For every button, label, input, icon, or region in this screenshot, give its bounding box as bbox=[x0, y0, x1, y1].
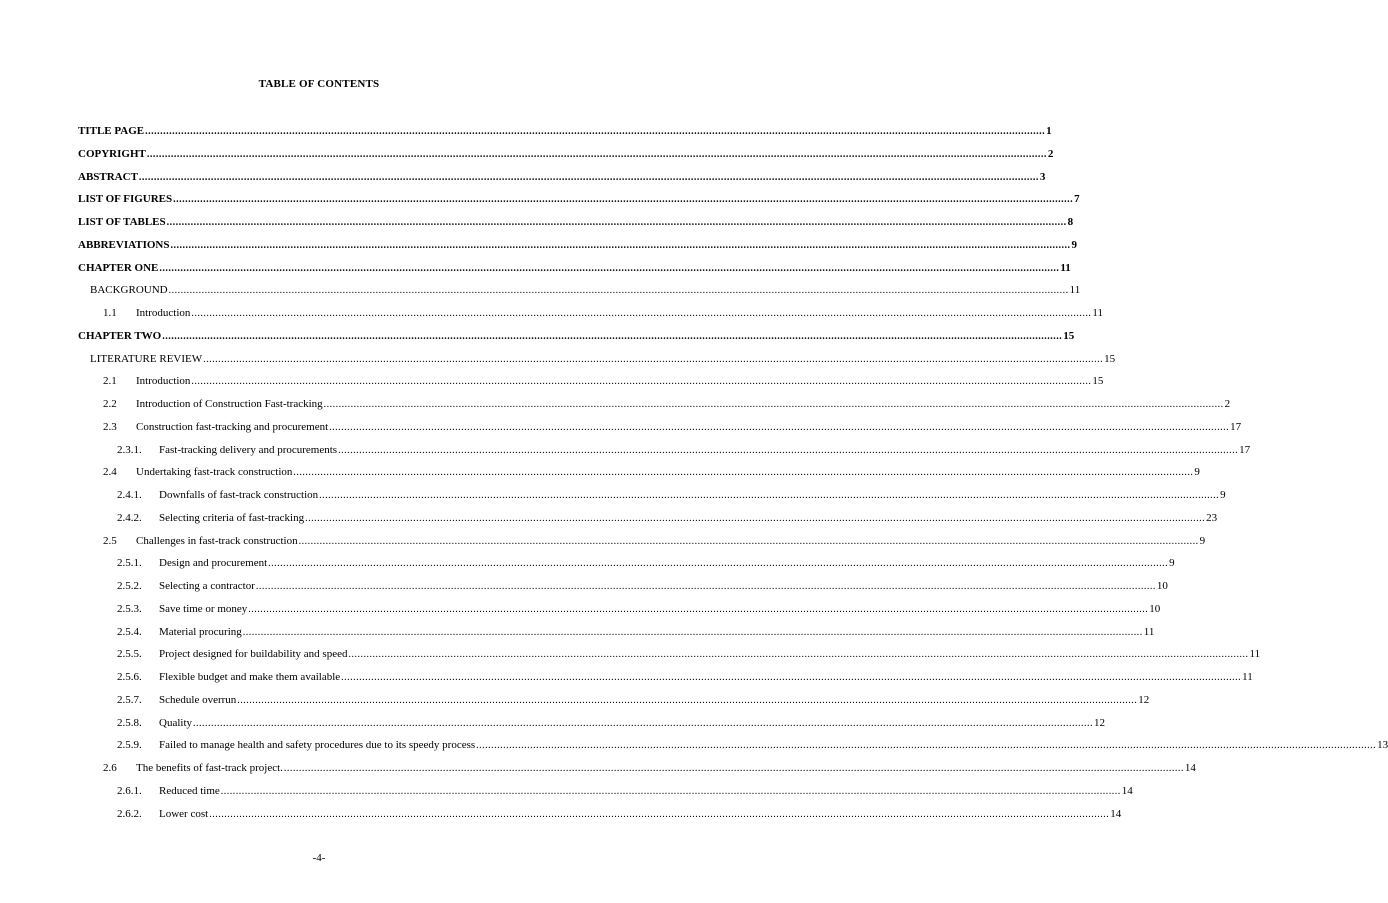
dot-leader: ............................................................................................................................................................................................................................................................................................................ bbox=[348, 649, 1249, 661]
page-number: -4- bbox=[312, 852, 326, 864]
toc-entry-page: 17 bbox=[1230, 420, 1242, 433]
dot-leader: ............................................................................................................................................................................................................................................................................................................ bbox=[159, 262, 1060, 274]
toc-entry-page: 3 bbox=[1039, 170, 1046, 183]
toc-entry[interactable] bbox=[103, 761, 1196, 776]
toc-entry-page: 14 bbox=[1110, 807, 1122, 820]
toc-entry-label: Design and procurement bbox=[159, 557, 268, 570]
toc-entry[interactable] bbox=[103, 534, 1206, 549]
toc-entry-page: 10 bbox=[1149, 602, 1161, 615]
toc-entry-number: 2.5.4. bbox=[117, 625, 142, 638]
toc-entry-label: CHAPTER TWO bbox=[78, 329, 162, 342]
dot-leader: ............................................................................................................................................................................................................................................................................................................ bbox=[166, 217, 1067, 228]
dot-leader: ............................................................................................................................................................................................................................................................................................................ bbox=[268, 558, 1169, 570]
toc-entry-label: The benefits of fast-track project. bbox=[136, 762, 283, 774]
toc-entry-number: 2.5.8. bbox=[117, 716, 142, 729]
dot-leader: ............................................................................................................................................................................................................................................................................................................ bbox=[341, 672, 1242, 683]
dot-leader: ............................................................................................................................................................................................................................................................................................................ bbox=[193, 717, 1093, 729]
toc-entry-number: 2.4.2. bbox=[117, 511, 142, 524]
toc-entry-label: CHAPTER ONE bbox=[78, 261, 159, 274]
dot-leader: ............................................................................................................................................................................................................................................................................................................ bbox=[305, 512, 1206, 524]
dot-leader: ............................................................................................................................................................................................................................................................................................................ bbox=[173, 194, 1074, 206]
toc-entry[interactable] bbox=[117, 647, 1261, 662]
toc-entry-label: Construction fast-tracking and procurement bbox=[136, 420, 329, 433]
toc-entry-page: 2 bbox=[1047, 147, 1054, 160]
toc-entry-label: ABBREVIATIONS bbox=[78, 238, 170, 251]
toc-entry-number: 2.6.1. bbox=[117, 784, 142, 797]
dot-leader: ............................................................................................................................................................................................................................................................................................................ bbox=[338, 444, 1239, 456]
toc-entry-label: Challenges in fast-track construction bbox=[136, 534, 298, 547]
toc-entry-label: TITLE PAGE bbox=[78, 125, 145, 137]
toc-entry-label: Introduction bbox=[136, 307, 191, 319]
toc-entry-label: Undertaking fast-track construction bbox=[136, 466, 293, 479]
toc-entry[interactable] bbox=[117, 443, 1251, 458]
toc-entry-label: Introduction bbox=[136, 375, 191, 388]
toc-entry-label: Reduced time bbox=[159, 784, 220, 797]
toc-entry-number: 2.5.7. bbox=[117, 693, 142, 706]
toc-entry-number: 2.5 bbox=[103, 534, 117, 547]
toc-entry[interactable] bbox=[103, 306, 1103, 321]
toc-entry-page: 11 bbox=[1242, 671, 1253, 683]
toc-entry[interactable] bbox=[90, 352, 1116, 367]
toc-entry-number: 2.4 bbox=[103, 466, 117, 479]
toc-entry-label: LIST OF TABLES bbox=[78, 216, 166, 228]
dot-leader: ............................................................................................................................................................................................................................................................................................................ bbox=[476, 740, 1377, 752]
dot-leader: ............................................................................................................................................................................................................................................................................................................ bbox=[220, 785, 1121, 797]
toc-entry-number: 2.3.1. bbox=[117, 443, 142, 456]
toc-entry[interactable] bbox=[78, 124, 1052, 139]
toc-entry-page: 2 bbox=[1224, 398, 1231, 410]
toc-entry-label: COPYRIGHT bbox=[78, 147, 146, 160]
toc-entry-page: 17 bbox=[1239, 443, 1251, 456]
toc-entry-label: Selecting criteria of fast-tracking bbox=[159, 511, 305, 524]
dot-leader: ............................................................................................................................................................................................................................................................................................................ bbox=[248, 603, 1149, 615]
toc-entry-number: 2.5.3. bbox=[117, 602, 142, 615]
dot-leader: ............................................................................................................................................................................................................................................................................................................ bbox=[168, 285, 1069, 297]
toc-entry-number: 1.1 bbox=[103, 307, 117, 319]
toc-entry[interactable] bbox=[103, 397, 1231, 412]
toc-entry-label: Downfalls of fast-track construction bbox=[159, 489, 319, 501]
toc-entry-number: 2.5.9. bbox=[117, 739, 142, 752]
toc-entry-label: Flexible budget and make them available bbox=[159, 671, 341, 683]
toc-entry-label: Selecting a contractor bbox=[159, 580, 255, 592]
dot-leader: ............................................................................................................................................................................................................................................................................................................ bbox=[298, 535, 1199, 547]
toc-entry-page: 11 bbox=[1249, 648, 1261, 661]
toc-entry-page: 11 bbox=[1143, 625, 1155, 638]
toc-entry-page: 9 bbox=[1071, 238, 1077, 251]
toc-entry[interactable] bbox=[117, 784, 1133, 799]
dot-leader: ............................................................................................................................................................................................................................................................................................................ bbox=[255, 581, 1156, 592]
toc-entry-label: LIST OF FIGURES bbox=[78, 193, 173, 206]
toc-entry-number: 2.5.5. bbox=[117, 648, 142, 661]
dot-leader: ............................................................................................................................................................................................................................................................................................................ bbox=[242, 626, 1143, 638]
toc-entry-label: Quality bbox=[159, 716, 192, 729]
toc-entry-number: 2.5.2. bbox=[117, 580, 142, 592]
toc-entry-page: 7 bbox=[1074, 193, 1080, 206]
toc-entry[interactable] bbox=[78, 192, 1080, 207]
toc-entry-page: 10 bbox=[1156, 580, 1168, 592]
dot-leader: ............................................................................................................................................................................................................................................................................................................ bbox=[138, 171, 1039, 183]
toc-entry[interactable] bbox=[78, 261, 1071, 276]
dot-leader: ............................................................................................................................................................................................................................................................................................................ bbox=[191, 376, 1092, 388]
toc-entry-number: 2.3 bbox=[103, 420, 117, 433]
toc-entry-page: 13 bbox=[1377, 739, 1388, 752]
toc-entry-number: 2.6 bbox=[103, 762, 117, 774]
toc-entry-page: 15 bbox=[1063, 329, 1075, 342]
toc-entry-label: LITERATURE REVIEW bbox=[90, 352, 203, 365]
toc-entry-label: Fast-tracking delivery and procurements bbox=[159, 443, 338, 456]
toc-entry-page: 11 bbox=[1092, 307, 1103, 319]
dot-leader: ............................................................................................................................................................................................................................................................................................................ bbox=[237, 694, 1138, 706]
toc-entry-label: Material procuring bbox=[159, 625, 242, 638]
dot-leader: ............................................................................................................................................................................................................................................................................................................ bbox=[170, 239, 1071, 251]
dot-leader: ............................................................................................................................................................................................................................................................................................................ bbox=[191, 308, 1092, 319]
toc-entry[interactable] bbox=[90, 283, 1081, 298]
toc-entry-page: 9 bbox=[1220, 489, 1226, 501]
toc-entry-page: 11 bbox=[1060, 261, 1071, 274]
toc-entry-label: BACKGROUND bbox=[90, 284, 168, 297]
toc-entry-page: 1 bbox=[1046, 125, 1052, 137]
toc-entry-number: 2.2 bbox=[103, 398, 117, 410]
toc-entry-page: 14 bbox=[1184, 762, 1196, 774]
toc-entry-label: Lower cost bbox=[159, 807, 209, 820]
toc-entry-number: 2.1 bbox=[103, 375, 117, 388]
toc-entry-page: 9 bbox=[1199, 534, 1206, 547]
toc-entry[interactable] bbox=[117, 511, 1218, 526]
toc-entry[interactable] bbox=[78, 147, 1054, 162]
toc-entry[interactable] bbox=[78, 329, 1075, 344]
toc-entry[interactable] bbox=[117, 602, 1161, 617]
toc-entry[interactable] bbox=[117, 807, 1122, 822]
page-title: TABLE OF CONTENTS bbox=[258, 78, 380, 90]
toc-entry-page: 14 bbox=[1121, 784, 1133, 797]
toc-entry[interactable] bbox=[117, 488, 1226, 503]
toc-entry[interactable] bbox=[117, 693, 1150, 708]
toc-entry-label: ABSTRACT bbox=[78, 170, 138, 183]
dot-leader: ............................................................................................................................................................................................................................................................................................................ bbox=[162, 330, 1063, 342]
toc-entry-page: 9 bbox=[1194, 466, 1200, 479]
toc-entry-label: Project designed for buildability and speed bbox=[159, 648, 348, 661]
dot-leader: ............................................................................................................................................................................................................................................................................................................ bbox=[319, 490, 1220, 501]
toc-entry[interactable] bbox=[103, 465, 1200, 480]
toc-entry[interactable] bbox=[78, 215, 1074, 230]
dot-leader: ............................................................................................................................................................................................................................................................................................................ bbox=[146, 148, 1047, 160]
dot-leader: ............................................................................................................................................................................................................................................................................................................ bbox=[293, 467, 1194, 479]
toc-entry[interactable] bbox=[117, 670, 1253, 685]
toc-entry-page: 11 bbox=[1069, 284, 1081, 297]
toc-entry-number: 2.5.1. bbox=[117, 557, 142, 570]
dot-leader: ............................................................................................................................................................................................................................................................................................................ bbox=[323, 399, 1224, 410]
toc-entry-page: 9 bbox=[1169, 557, 1175, 570]
toc-entry[interactable] bbox=[103, 374, 1104, 389]
dot-leader: ............................................................................................................................................................................................................................................................................................................ bbox=[209, 808, 1110, 820]
toc-entry[interactable] bbox=[117, 579, 1168, 594]
toc-entry-page: 15 bbox=[1104, 352, 1116, 365]
toc-entry[interactable] bbox=[117, 556, 1175, 571]
toc-entry-number: 2.5.6. bbox=[117, 671, 142, 683]
toc-entry[interactable] bbox=[117, 716, 1105, 731]
toc-entry-page: 15 bbox=[1092, 375, 1104, 388]
toc-entry-label: Schedule overrun bbox=[159, 693, 237, 706]
dot-leader: ............................................................................................................................................................................................................................................................................................................ bbox=[329, 421, 1230, 433]
dot-leader: ............................................................................................................................................................................................................................................................................................................ bbox=[283, 763, 1184, 774]
toc-entry-page: 12 bbox=[1138, 693, 1150, 706]
toc-entry[interactable] bbox=[117, 625, 1155, 640]
toc-entry[interactable] bbox=[117, 738, 1388, 753]
toc-entry-page: 12 bbox=[1094, 716, 1105, 729]
toc-entry[interactable] bbox=[103, 420, 1242, 435]
dot-leader: ............................................................................................................................................................................................................................................................................................................ bbox=[145, 126, 1046, 137]
toc-entry[interactable] bbox=[78, 170, 1046, 185]
toc-entry-label: Failed to manage health and safety procedures due to its speedy process bbox=[159, 739, 476, 752]
toc-entry-label: Introduction of Construction Fast-tracking bbox=[136, 398, 323, 410]
toc-entry-number: 2.6.2. bbox=[117, 807, 142, 820]
dot-leader: ............................................................................................................................................................................................................................................................................................................ bbox=[203, 353, 1104, 365]
toc-entry-label: Save time or money bbox=[159, 602, 248, 615]
toc-entry-page: 23 bbox=[1206, 511, 1218, 524]
toc-entry-page: 8 bbox=[1067, 216, 1074, 228]
toc-entry-number: 2.4.1. bbox=[117, 489, 142, 501]
toc-entry[interactable] bbox=[78, 238, 1077, 253]
